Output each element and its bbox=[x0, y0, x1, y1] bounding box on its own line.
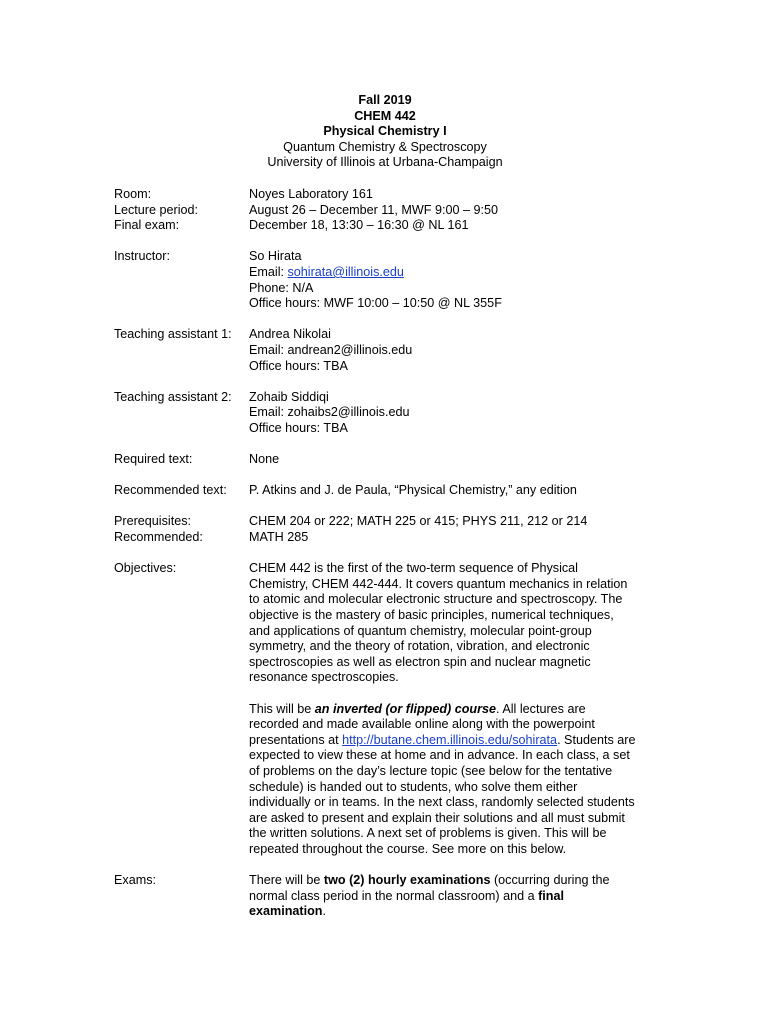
objectives-p1-line: symmetry, and the theory of rotation, vibration, and electronic bbox=[249, 639, 590, 654]
recommended-row bbox=[114, 530, 674, 546]
objectives-label: Objectives: bbox=[114, 561, 177, 576]
objectives-p2-line: schedule) is handed out to students, who solve them either bbox=[249, 779, 578, 794]
instructor-email-prefix: Email: bbox=[249, 264, 288, 279]
exams-label: Exams: bbox=[114, 873, 156, 888]
objectives-p2-line: individually or in teams. In the next class, randomly selected students bbox=[249, 795, 635, 810]
prerequisites-value: CHEM 204 or 222; MATH 225 or 415; PHYS 211, 212 or 214 bbox=[249, 514, 588, 529]
recommended-text-row bbox=[114, 483, 674, 499]
prerequisites-row bbox=[114, 514, 674, 530]
course-name: Physical Chemistry I bbox=[323, 124, 447, 139]
ta1-email: Email: andrean2@illinois.edu bbox=[249, 342, 413, 357]
p2-text: . Students are bbox=[557, 732, 636, 747]
objectives-p1-line: resonance spectroscopies. bbox=[249, 670, 399, 685]
final-emphasis: final bbox=[538, 888, 564, 903]
instructor-email-line bbox=[249, 265, 674, 281]
final-exam-row bbox=[114, 218, 674, 234]
objectives-p1-line: spectroscopies as well as electron spin and nuclear magnetic bbox=[249, 654, 591, 669]
ta1-row bbox=[114, 327, 674, 374]
p2-text: . All lectures are bbox=[496, 701, 586, 716]
required-text-value: None bbox=[249, 452, 280, 467]
exams-text: normal class period in the normal classroom) and a bbox=[249, 888, 539, 903]
objectives-p1-line: to atomic and molecular electronic structure and spectroscopy. The bbox=[249, 592, 623, 607]
objectives-p2-line bbox=[249, 702, 674, 718]
syllabus-details bbox=[114, 187, 674, 920]
exams-text: (occurring during the bbox=[490, 873, 610, 888]
course-header bbox=[0, 93, 770, 171]
instructor-label: Instructor: bbox=[114, 249, 170, 264]
objectives-p2-line: expected to view these at home and in advance. In each class, a set bbox=[249, 748, 630, 763]
course-code: CHEM 442 bbox=[354, 108, 416, 123]
instructor-row bbox=[114, 249, 674, 311]
exams-text: There will be bbox=[249, 873, 324, 888]
objectives-p2-line: the written solutions. A next set of problems is given. This will be bbox=[249, 826, 607, 841]
recommended-value: MATH 285 bbox=[249, 530, 309, 545]
examination-emphasis: examination bbox=[249, 904, 323, 919]
hourly-exams-emphasis: two (2) hourly examinations bbox=[323, 873, 491, 888]
lecture-label: Lecture period: bbox=[114, 202, 199, 217]
objectives-p1-line: Chemistry, CHEM 442-444. It covers quantum mechanics in relation bbox=[249, 576, 628, 591]
exams-line bbox=[249, 873, 674, 889]
ta2-label: Teaching assistant 2: bbox=[114, 389, 232, 404]
recommended-text-label: Recommended text: bbox=[114, 483, 227, 498]
course-website-link[interactable]: http://butane.chem.illinois.edu/sohirata bbox=[342, 732, 558, 747]
p2-text: This will be bbox=[249, 701, 315, 716]
objectives-p1-line: objective is the mastery of basic principles, numerical techniques, bbox=[249, 608, 614, 623]
objectives-p2-line: repeated throughout the course. See more on this below. bbox=[249, 841, 567, 856]
lecture-value: August 26 – December 11, MWF 9:00 – 9:50 bbox=[249, 202, 498, 217]
exams-text: . bbox=[322, 904, 326, 919]
exams-line bbox=[249, 904, 674, 920]
ta1-name: Andrea Nikolai bbox=[249, 327, 331, 342]
objectives-p2-line: are asked to present and explain their solutions and all must submit bbox=[249, 810, 625, 825]
ta2-email: Email: zohaibs2@illinois.edu bbox=[249, 405, 410, 420]
lecture-row bbox=[114, 203, 674, 219]
ta1-label: Teaching assistant 1: bbox=[114, 327, 232, 342]
room-value: Noyes Laboratory 161 bbox=[249, 187, 373, 201]
objectives-p1-line: CHEM 442 is the first of the two-term sequence of Physical bbox=[249, 561, 578, 576]
objectives-row bbox=[114, 561, 674, 857]
objectives-p2-line bbox=[249, 733, 674, 749]
exams-line bbox=[249, 889, 674, 905]
room-row bbox=[114, 187, 674, 203]
ta2-row bbox=[114, 390, 674, 437]
ta2-name: Zohaib Siddiqi bbox=[249, 389, 329, 404]
recommended-text-value: P. Atkins and J. de Paula, “Physical Chemistry,” any edition bbox=[249, 483, 577, 498]
inverted-course-emphasis: an inverted (or flipped) course bbox=[314, 701, 497, 716]
p2-text: presentations at bbox=[249, 732, 343, 747]
university: University of Illinois at Urbana-Champaign bbox=[267, 155, 503, 170]
prerequisites-label: Prerequisites: bbox=[114, 514, 191, 529]
exams-row bbox=[114, 873, 674, 920]
required-text-label: Required text: bbox=[114, 452, 193, 467]
ta1-office-hours: Office hours: TBA bbox=[249, 358, 348, 373]
final-exam-value: December 18, 13:30 – 16:30 @ NL 161 bbox=[249, 218, 469, 233]
objectives-p2-line: of problems on the day’s lecture topic (see below for the tentative bbox=[249, 763, 613, 778]
final-exam-label: Final exam: bbox=[114, 218, 180, 233]
term: Fall 2019 bbox=[358, 93, 412, 107]
ta2-office-hours: Office hours: TBA bbox=[249, 420, 348, 435]
objectives-p2-line: recorded and made available online along with the powerpoint bbox=[249, 717, 595, 732]
instructor-phone: Phone: N/A bbox=[249, 280, 314, 295]
recommended-label: Recommended: bbox=[114, 530, 203, 545]
required-text-row bbox=[114, 452, 674, 468]
instructor-email-link[interactable]: sohirata@illinois.edu bbox=[287, 264, 404, 279]
instructor-office-hours: Office hours: MWF 10:00 – 10:50 @ NL 355F bbox=[249, 296, 502, 311]
room-label: Room: bbox=[114, 187, 152, 201]
instructor-name: So Hirata bbox=[249, 249, 302, 264]
objectives-p1-line: and applications of quantum chemistry, molecular point-group bbox=[249, 623, 592, 638]
course-subtitle: Quantum Chemistry & Spectroscopy bbox=[283, 139, 487, 154]
